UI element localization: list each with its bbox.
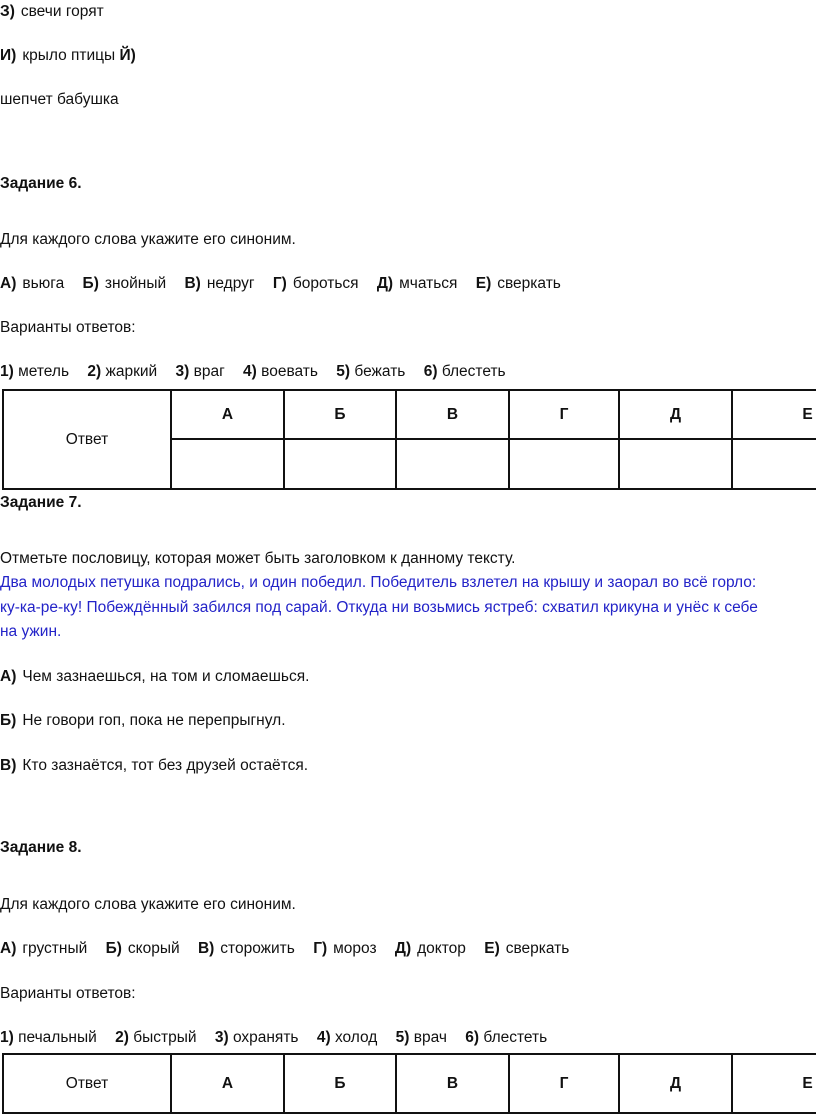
word-text: грустный: [22, 940, 88, 957]
answer-row-label: Ответ: [3, 390, 171, 489]
option-text: воевать: [261, 363, 318, 380]
column-header: Г: [509, 390, 619, 439]
task6-answer-table: [2, 389, 816, 490]
option-text: быстрый: [133, 1029, 197, 1046]
word-text: вьюга: [22, 275, 65, 292]
column-header: Е: [732, 390, 816, 439]
task8-options: [0, 1028, 547, 1048]
column-header: Д: [619, 390, 732, 439]
answer-cell[interactable]: [396, 439, 509, 489]
word-label: Д): [376, 275, 394, 292]
item-continuation: шепчет бабушка: [0, 91, 119, 108]
word-text: знойный: [104, 275, 167, 292]
task6-options: [0, 362, 506, 382]
item-label: Й): [119, 47, 136, 64]
choice-text: Не говори гоп, пока не перепрыгнул.: [22, 712, 286, 729]
story-line: ку-ка-ре-ку! Побеждённый забился под сарай. Откуда ни возьмись ястреб: схватил крикуна и унёс к себе: [0, 599, 758, 616]
option-label: 1): [0, 363, 14, 380]
choice-text: Кто зазнаётся, тот без друзей остаётся.: [22, 757, 309, 774]
option-text: холод: [334, 1029, 378, 1046]
word-label: Е): [484, 940, 500, 957]
option-text: враг: [193, 363, 225, 380]
choice-text: Чем зазнаешься, на том и сломаешься.: [22, 668, 310, 685]
answer-row-label: Ответ: [3, 1054, 171, 1113]
word-label: В): [184, 275, 201, 292]
option-label: 3): [214, 1029, 229, 1046]
story-line: на ужин.: [0, 623, 62, 640]
item-label: И): [0, 47, 17, 64]
option-label: 5): [336, 363, 351, 380]
word-text: мороз: [333, 940, 377, 957]
choice-label: В): [0, 757, 17, 774]
option-label: 5): [395, 1029, 410, 1046]
word-label: Г): [272, 275, 287, 292]
proverb-choice-c[interactable]: [0, 756, 308, 776]
word-label: А): [0, 940, 17, 957]
option-text: врач: [413, 1029, 447, 1046]
proverb-choice-a[interactable]: [0, 667, 309, 687]
task6-words: [0, 274, 561, 294]
story-line: Два молодых петушка подрались, и один победил. Победитель взлетел на крышу и заорал во всё горло:: [0, 574, 757, 591]
option-label: 4): [243, 363, 257, 380]
task8-options-title: Варианты ответов:: [0, 985, 136, 1002]
option-text: жаркий: [105, 363, 158, 380]
answer-cell[interactable]: [619, 439, 732, 489]
task7-title: Задание 7.: [0, 494, 82, 511]
task8-title: Задание 8.: [0, 839, 82, 856]
task6-title: Задание 6.: [0, 175, 82, 192]
column-header: В: [396, 390, 509, 439]
option-text: блестеть: [483, 1029, 548, 1046]
item-text: свечи горят: [20, 3, 104, 20]
column-header: Е: [732, 1054, 816, 1113]
answer-cell[interactable]: [284, 439, 396, 489]
answer-cell[interactable]: [171, 439, 284, 489]
item-z: [0, 2, 104, 22]
answer-cell[interactable]: [509, 439, 619, 489]
word-text: сверкать: [505, 940, 570, 957]
option-text: бежать: [354, 363, 406, 380]
task8-answer-table: [2, 1053, 816, 1114]
word-text: доктор: [417, 940, 466, 957]
item-i: [0, 46, 136, 66]
item-text: крыло птицы: [22, 47, 116, 64]
task8-words: [0, 939, 569, 959]
column-header: Г: [509, 1054, 619, 1113]
word-text: сторожить: [220, 940, 295, 957]
word-label: Г): [313, 940, 328, 957]
word-text: бороться: [292, 275, 359, 292]
option-text: метель: [18, 363, 70, 380]
word-label: Е): [475, 275, 492, 292]
proverb-choice-b[interactable]: [0, 711, 286, 731]
word-text: сверкать: [497, 275, 561, 292]
column-header: А: [171, 1054, 284, 1113]
word-label: Д): [394, 940, 412, 957]
choice-label: Б): [0, 712, 17, 729]
word-text: недруг: [206, 275, 255, 292]
column-header: Б: [284, 390, 396, 439]
task6-instruction: Для каждого слова укажите его синоним.: [0, 231, 296, 248]
word-label: В): [197, 940, 215, 957]
column-header: А: [171, 390, 284, 439]
task6-options-title: Варианты ответов:: [0, 319, 136, 336]
option-text: печальный: [18, 1029, 97, 1046]
word-label: А): [0, 275, 17, 292]
task8-instruction: Для каждого слова укажите его синоним.: [0, 896, 296, 913]
word-label: Б): [105, 940, 122, 957]
option-text: охранять: [232, 1029, 299, 1046]
word-text: мчаться: [399, 275, 458, 292]
word-text: скорый: [127, 940, 180, 957]
option-label: 3): [175, 363, 190, 380]
task7-instruction: Отметьте пословицу, которая может быть заголовком к данному тексту.: [0, 550, 516, 567]
answer-cell[interactable]: [732, 439, 816, 489]
option-text: блестеть: [441, 363, 506, 380]
option-label: 6): [465, 1029, 480, 1046]
option-label: 1): [0, 1029, 14, 1046]
option-label: 2): [87, 363, 102, 380]
choice-label: А): [0, 668, 17, 685]
column-header: В: [396, 1054, 509, 1113]
column-header: Д: [619, 1054, 732, 1113]
item-label: З): [0, 3, 15, 20]
option-label: 4): [316, 1029, 331, 1046]
option-label: 6): [423, 363, 438, 380]
word-label: Б): [82, 275, 99, 292]
column-header: Б: [284, 1054, 396, 1113]
option-label: 2): [115, 1029, 129, 1046]
